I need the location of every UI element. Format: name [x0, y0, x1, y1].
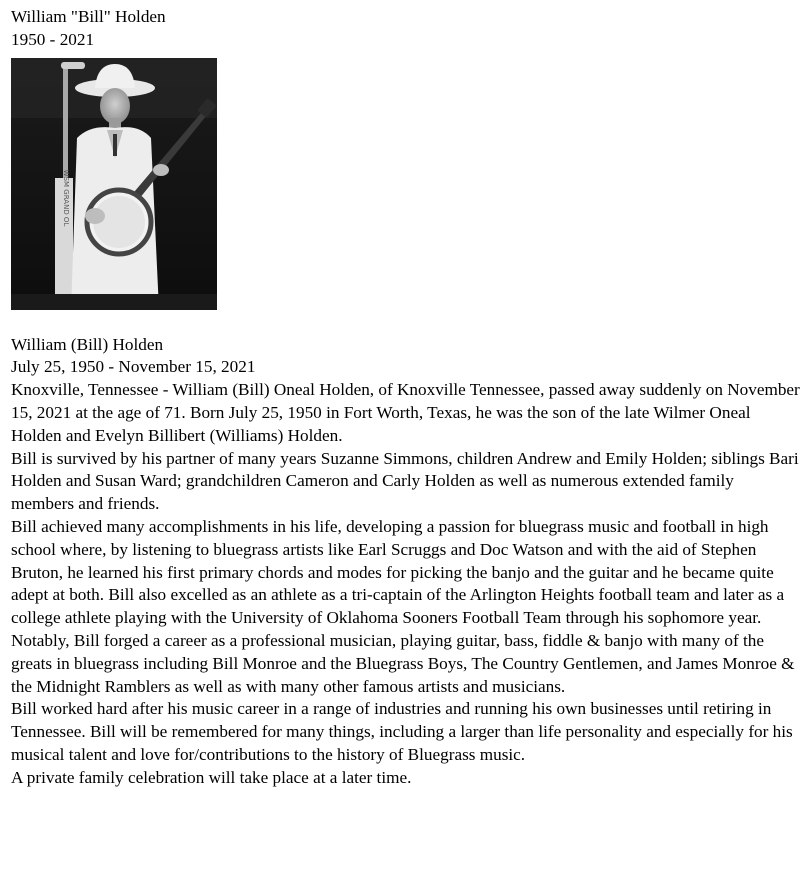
paragraph-accomplishments: Bill achieved many accomplishments in his life, developing a passion for bluegrass music and football in high school where, by listening to bluegrass artists like Earl Scruggs and Doc Watson and with the aid of Stephen Bruton, he learned his first primary chords and modes for picking the banjo and the guitar and he became quite adept at both. Bill also excelled as an athlete as a tri-captain of the Arlington Heights football team and later as a college athlete playing with the University of Oklahoma Sooners Football Team through his sophomore year. Notably, Bill forged a career as a professional musician, playing guitar, bass, fiddle & banjo with many of the greats in bluegrass including Bill Monroe and the Bluegrass Boys, The Country Gentlemen, and James Monroe & the Midnight Ramblers as well as with many other famous artists and musicians. — [11, 516, 795, 696]
mic-stand-text: WSM GRAND OL — [62, 169, 70, 226]
obituary-body — [11, 334, 801, 790]
paragraph-celebration: A private family celebration will take place at a later time. — [11, 767, 412, 787]
photo-icon — [11, 58, 217, 310]
obituary-name: William (Bill) Holden — [11, 334, 164, 354]
portrait-photo — [11, 58, 217, 310]
header-years: 1950 - 2021 — [11, 29, 95, 49]
paragraph-survivors: Bill is survived by his partner of many years Suzanne Simmons, children Andrew and Emily Holden; siblings Bari Holden and Susan Ward; grandchildren Cameron and Carly Holden as well as numerous extended family members and friends. — [11, 448, 799, 514]
header-name: William "Bill" Holden — [11, 7, 166, 26]
obituary-dates: July 25, 1950 - November 15, 2021 — [11, 357, 256, 377]
paragraph-later-career: Bill worked hard after his music career in a range of industries and running his own businesses until retiring in Tennessee. Bill will be remembered for many things, including a larger than life personality and especially for his musical talent and love for/contributions to the history of Bluegrass music. — [11, 699, 793, 764]
paragraph-death-notice: Knoxville, Tennessee - William (Bill) Oneal Holden, of Knoxville Tennessee, passed away suddenly on November 15, 2021 at the age of 71. Born July 25, 1950 in Fort Worth, Texas, he was the son of the late Wilmer Oneal Holden and Evelyn Billibert (Williams) Holden. — [11, 380, 800, 445]
obituary-page — [11, 6, 801, 790]
